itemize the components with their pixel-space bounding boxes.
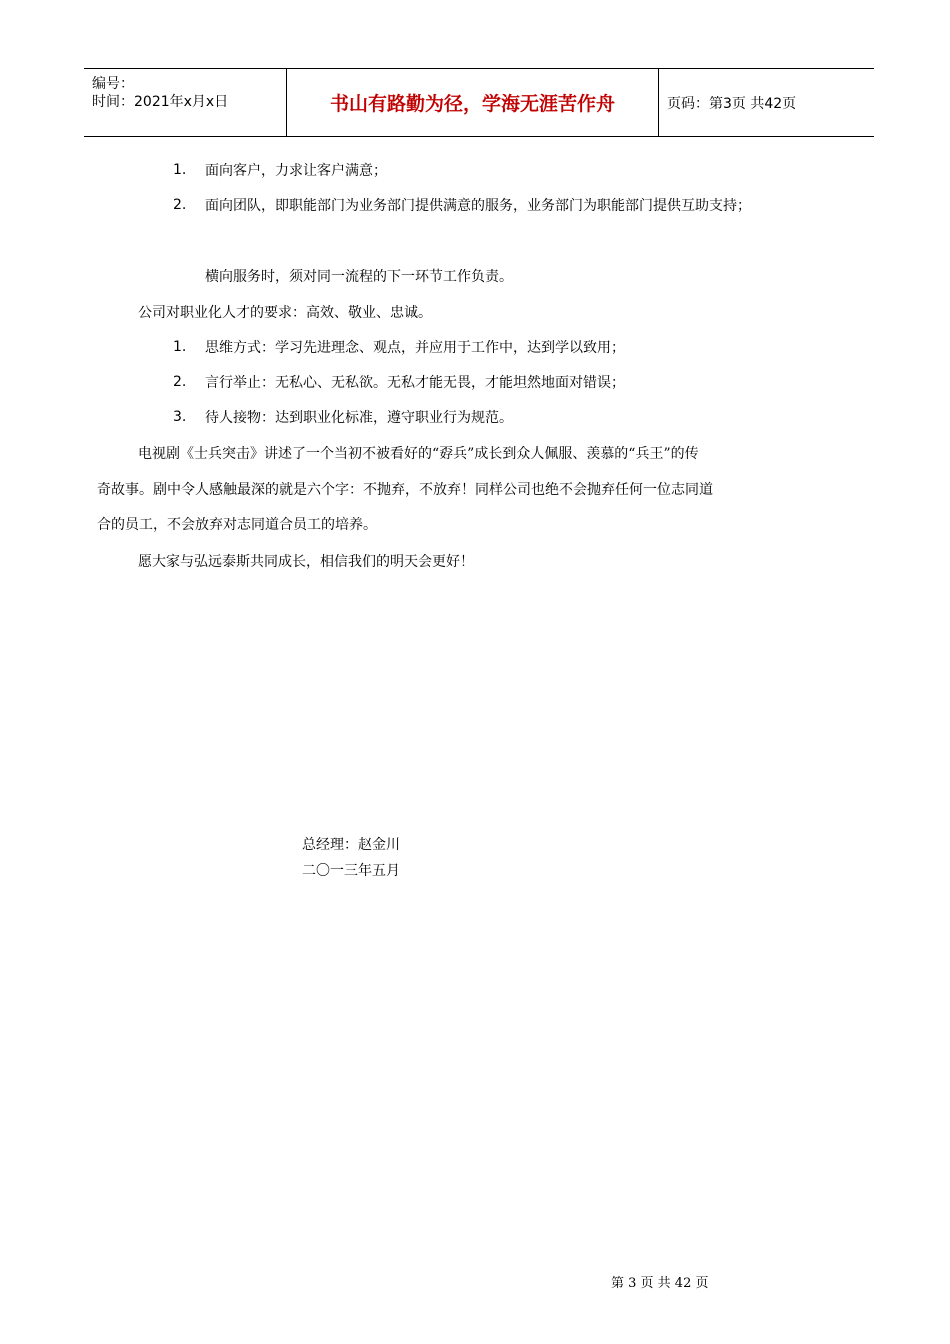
header-left-cell — [84, 69, 286, 136]
paragraph-tv-line1: 电视剧《士兵突击》讲述了一个当初不被看好的“孬兵”成长到众人佩服、羡慕的“兵王”的传 — [138, 446, 699, 462]
list1-item2-text: 面向团队，即职能部门为业务部门提供满意的服务，业务部门为职能部门提供互助支持； — [205, 198, 751, 214]
list2-item2-text: 言行举止：无私心、无私欲。无私才能无畏，才能坦然地面对错误； — [205, 375, 625, 391]
page-header — [84, 68, 874, 137]
list2-item3-text: 待人接物：达到职业化标准，遵守职业行为规范。 — [205, 410, 513, 426]
list2-item3-number: 3. — [173, 409, 187, 425]
header-page-number: 页码：第3页 共42页 — [667, 95, 797, 112]
page-footer: 第 3 页 共 42 页 — [611, 1276, 709, 1291]
list2-item1-number: 1. — [173, 339, 187, 355]
header-number: 编号： — [92, 76, 134, 92]
header-page-cell — [659, 69, 874, 136]
header-motto-cell — [286, 69, 659, 136]
paragraph-wish: 愿大家与弘远泰斯共同成长，相信我们的明天会更好！ — [138, 554, 474, 570]
signature-name: 总经理：赵金川 — [302, 837, 400, 853]
paragraph-horizontal-service: 横向服务时，须对同一流程的下一环节工作负责。 — [205, 269, 513, 285]
signature-date: 二〇一三年五月 — [302, 863, 400, 879]
header-time: 时间：2021年x月x日 — [92, 94, 229, 110]
list1-item1-number: 1. — [173, 162, 187, 178]
list2-item1-text: 思维方式：学习先进理念、观点，并应用于工作中，达到学以致用； — [205, 340, 625, 356]
header-motto: 书山有路勤为径，学海无涯苦作舟 — [329, 93, 615, 115]
paragraph-tv-line2: 奇故事。剧中令人感触最深的就是六个字：不抛弃，不放弃！同样公司也绝不会抛弃任何一位志同道 — [97, 482, 713, 498]
list2-item2-number: 2. — [173, 374, 187, 390]
list1-item2-number: 2. — [173, 197, 187, 213]
list1-item1-text: 面向客户，力求让客户满意； — [205, 163, 387, 179]
paragraph-tv-line3: 合的员工，不会放弃对志同道合员工的培养。 — [97, 517, 377, 533]
paragraph-talent-requirements: 公司对职业化人才的要求：高效、敬业、忠诚。 — [138, 305, 432, 321]
